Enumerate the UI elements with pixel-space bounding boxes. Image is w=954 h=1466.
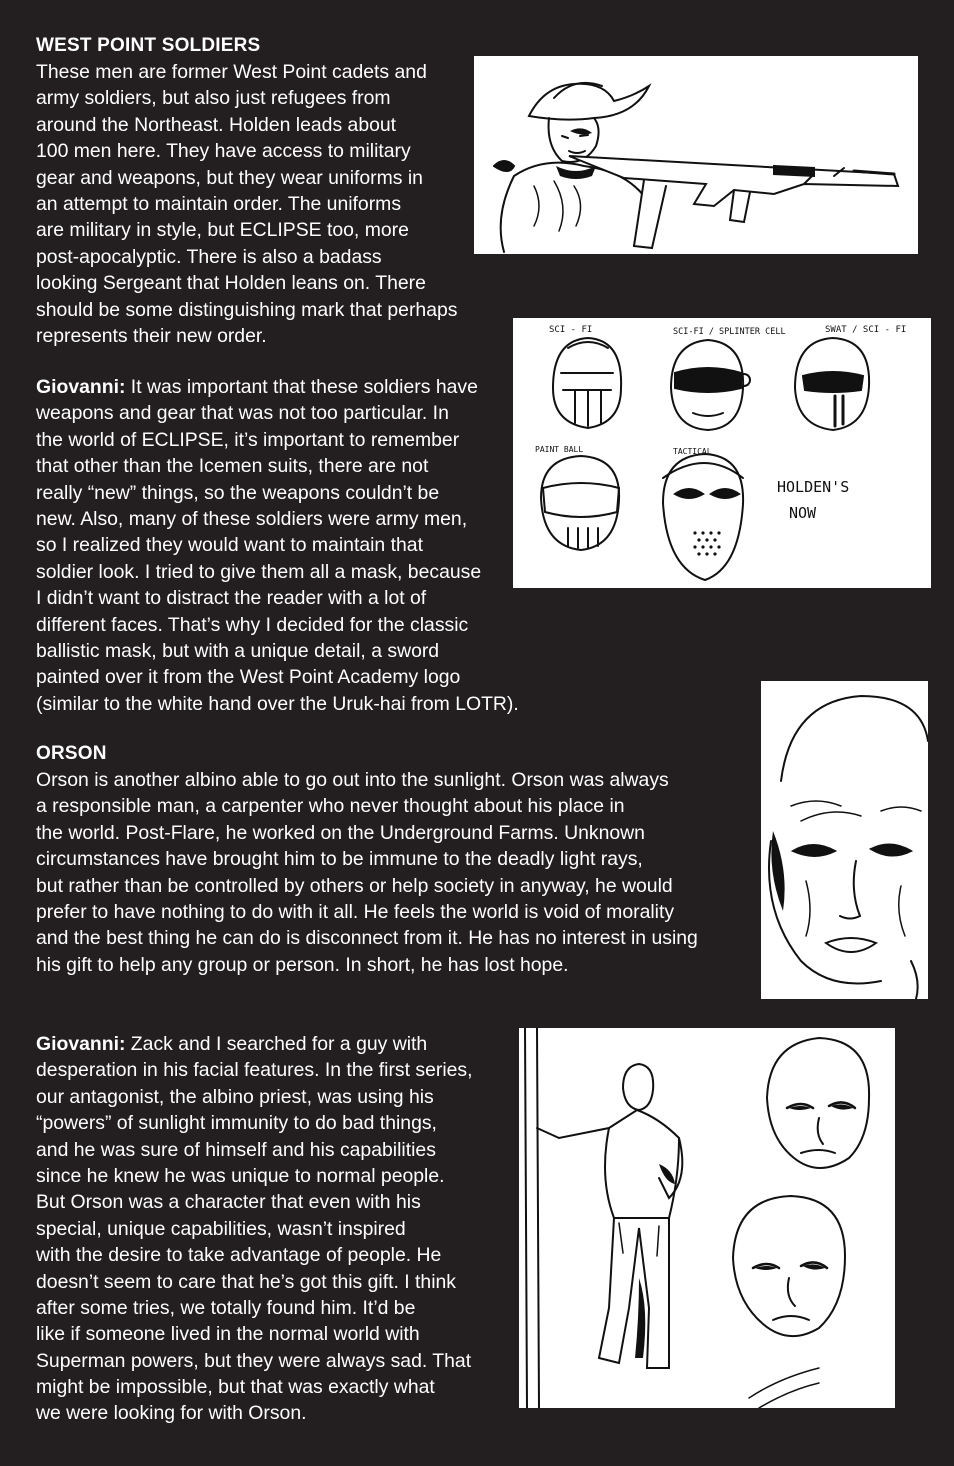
paragraph-line: new. Also, many of these soldiers were army men, xyxy=(36,507,468,530)
helmet-note-now: NOW xyxy=(789,504,817,522)
paragraph-line: so I realized they would want to maintain that xyxy=(36,534,423,557)
paragraph-line: his gift to help any group or person. In short, he has lost hope. xyxy=(36,953,569,976)
speaker-label: Giovanni: xyxy=(36,1033,126,1055)
paragraph-line: I didn’t want to distract the reader with a lot of xyxy=(36,587,427,610)
paragraph-line: ballistic mask, but with a unique detail, a sword xyxy=(36,639,440,662)
orson-heading: ORSON xyxy=(36,743,107,764)
paragraph-line: our antagonist, the albino priest, was using his xyxy=(36,1085,434,1108)
paragraph-line: Orson is another albino able to go out into the sunlight. Orson was always xyxy=(36,769,669,791)
paragraph-line: circumstances have brought him to be immune to the deadly light rays, xyxy=(36,848,643,871)
paragraph-line: but rather than be controlled by others or help society in anyway, he would xyxy=(36,874,673,897)
paragraph-line: These men are former West Point cadets and xyxy=(36,61,427,83)
paragraph-line: soldier look. I tried to give them all a mask, because xyxy=(36,560,482,583)
paragraph-line: since he knew he was unique to normal people. xyxy=(36,1164,445,1187)
orson-paragraph xyxy=(36,767,698,978)
helmet-label-paintball: PAINT BALL xyxy=(535,445,584,454)
helmet-label-sci-fi: SCI - FI xyxy=(549,325,593,335)
soldier-rifle-drawing xyxy=(474,56,918,254)
paragraph-line: a responsible man, a carpenter who never thought about his place in xyxy=(36,795,625,818)
helmet-label-swat: SWAT / SCI - FI xyxy=(825,325,907,335)
paragraph-line: Superman powers, but they were always sad. That xyxy=(36,1349,472,1372)
paragraph-line: and he was sure of himself and his capabilities xyxy=(36,1138,436,1161)
helmet-label-splinter-cell: SCI-FI / SPLINTER CELL xyxy=(673,327,786,337)
helmet-note-holdens: HOLDEN'S xyxy=(777,478,850,496)
paragraph-line: should be some distinguishing mark that perhaps xyxy=(36,298,458,321)
giovanni-soldiers-paragraph xyxy=(36,374,519,717)
paragraph-line: prefer to have nothing to do with it all. He feels the world is void of morality xyxy=(36,900,675,923)
paragraph-line: an attempt to maintain order. The uniforms xyxy=(36,192,402,215)
paragraph-line: might be impossible, but that was exactly what xyxy=(36,1376,435,1399)
paragraph-line: post-apocalyptic. There is also a badass xyxy=(36,245,382,268)
speaker-label: Giovanni: xyxy=(36,376,126,398)
paragraph-line: the world. Post-Flare, he worked on the Underground Farms. Unknown xyxy=(36,821,645,844)
paragraph-line: doesn’t seem to care that he’s got this gift. I think xyxy=(36,1270,457,1293)
orson-face-drawing xyxy=(761,681,928,999)
paragraph-line: It was important that these soldiers have xyxy=(125,376,478,398)
soldier-rifle-sketch xyxy=(474,56,918,254)
paragraph-line: weapons and gear that was not too particular. In xyxy=(36,402,449,425)
helmet-concepts-drawing xyxy=(513,318,931,588)
paragraph-line: like if someone lived in the normal world with xyxy=(36,1323,420,1346)
paragraph-line: and the best thing he can do is disconnect from it. He has no interest in using xyxy=(36,927,698,950)
paragraph-line: with the desire to take advantage of people. He xyxy=(36,1244,442,1267)
paragraph-line: represents their new order. xyxy=(36,324,267,347)
west-point-paragraph xyxy=(36,59,457,349)
paragraph-line: “powers” of sunlight immunity to do bad things, xyxy=(36,1112,437,1135)
west-point-heading: WEST POINT SOLDIERS xyxy=(36,35,261,56)
paragraph-line: painted over it from the West Point Academy logo xyxy=(36,666,461,689)
orson-studies-sketch xyxy=(519,1028,895,1408)
paragraph-line: different faces. That’s why I decided for the classic xyxy=(36,613,469,636)
paragraph-line: desperation in his facial features. In the first series, xyxy=(36,1059,473,1082)
paragraph-line: are military in style, but ECLIPSE too, more xyxy=(36,219,409,242)
orson-face-sketch xyxy=(761,681,928,999)
paragraph-line: But Orson was a character that even with his xyxy=(36,1191,421,1214)
paragraph-line: we were looking for with Orson. xyxy=(36,1402,307,1425)
paragraph-line: after some tries, we totally found him. It’d be xyxy=(36,1296,416,1319)
paragraph-line: gear and weapons, but they wear uniforms in xyxy=(36,166,423,189)
paragraph-line: army soldiers, but also just refugees from xyxy=(36,87,391,110)
orson-studies-drawing xyxy=(519,1028,895,1408)
giovanni-orson-paragraph xyxy=(36,1031,473,1427)
helmet-concepts-sketch xyxy=(513,318,931,588)
paragraph-line: looking Sergeant that Holden leans on. There xyxy=(36,272,426,295)
helmet-label-tactical: TACTICAL xyxy=(673,447,712,456)
paragraph-line: the world of ECLIPSE, it’s important to remember xyxy=(36,428,460,451)
paragraph-line: really “new” things, so the weapons couldn’t be xyxy=(36,481,440,504)
paragraph-line: (similar to the white hand over the Uruk-hai from LOTR). xyxy=(36,692,519,715)
paragraph-line: that other than the Icemen suits, there are not xyxy=(36,455,429,478)
paragraph-line: around the Northeast. Holden leads about xyxy=(36,113,397,136)
paragraph-line: Zack and I searched for a guy with xyxy=(125,1033,428,1055)
paragraph-line: 100 men here. They have access to military xyxy=(36,140,411,163)
paragraph-line: special, unique capabilities, wasn’t inspired xyxy=(36,1217,406,1240)
